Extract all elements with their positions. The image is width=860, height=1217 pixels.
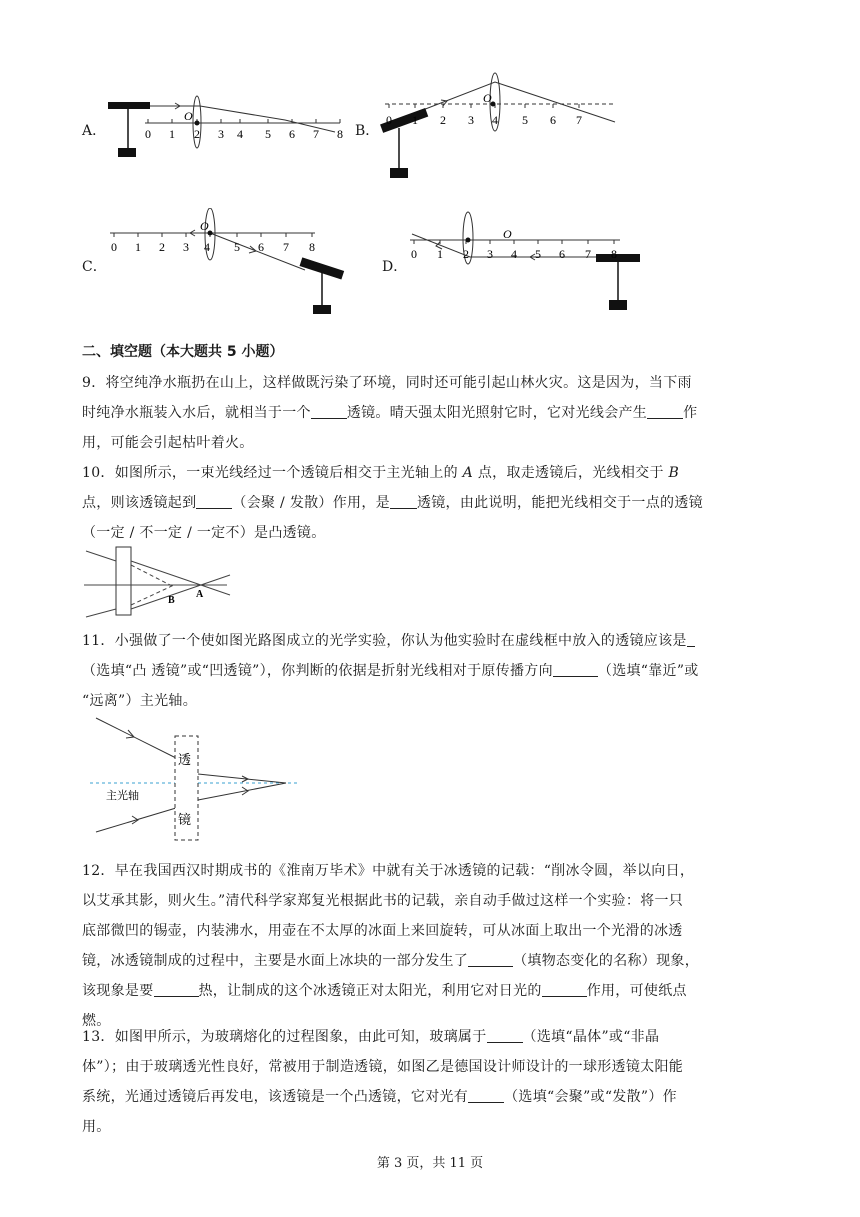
svg-text:7: 7 xyxy=(313,127,319,141)
question-9 xyxy=(82,368,742,458)
q11-axis-label: 主光轴 xyxy=(106,790,139,802)
q12-blank-1[interactable] xyxy=(468,952,513,967)
q12-line5: 该现象是要 热，让制成的这个冰透镜正对太阳光，利用它对日光的 作用，可使纸点 xyxy=(82,983,687,999)
q11-blank-2[interactable] xyxy=(553,662,598,677)
svg-text:O: O xyxy=(483,91,492,105)
q11-line3: “远离”）主光轴。 xyxy=(82,693,198,709)
svg-text:0: 0 xyxy=(111,240,117,254)
svg-text:7: 7 xyxy=(585,247,591,261)
svg-text:4: 4 xyxy=(511,247,517,261)
svg-text:4: 4 xyxy=(492,113,498,127)
q10-lens-box xyxy=(116,547,131,615)
svg-text:6: 6 xyxy=(559,247,565,261)
svg-text:5: 5 xyxy=(265,127,271,141)
svg-text:3: 3 xyxy=(487,247,493,261)
svg-text:5: 5 xyxy=(234,240,240,254)
svg-text:2: 2 xyxy=(194,127,200,141)
svg-text:O: O xyxy=(503,227,512,241)
page-footer: 第 3 页，共 11 页 xyxy=(376,1156,484,1171)
q9-blank-2[interactable] xyxy=(647,404,683,419)
q10-line1: 10．如图所示，一束光线经过一个透镜后相交于主光轴上的 A 点，取走透镜后，光线相交于 B xyxy=(82,465,680,481)
svg-text:0: 0 xyxy=(145,127,151,141)
q13-line3: 系统，光通过透镜后再发电，该透镜是一个凸透镜，它对光有 （选填“会聚”或“发散”）作 xyxy=(82,1089,677,1105)
q13-line1: 13．如图甲所示，为玻璃熔化的过程图象，由此可知，玻璃属于 （选填“晶体”或“非晶 xyxy=(82,1029,660,1045)
option-c-diagram xyxy=(100,208,360,318)
svg-text:0: 0 xyxy=(411,247,417,261)
section-heading: 二、填空题（本大题共 5 小题） xyxy=(82,344,284,360)
option-a-diagram xyxy=(100,90,360,165)
svg-text:A: A xyxy=(196,589,204,600)
option-d-diagram xyxy=(400,208,660,318)
svg-text:7: 7 xyxy=(283,240,289,254)
q12-blank-2[interactable] xyxy=(154,982,199,997)
q13-line2: 体”）；由于玻璃透光性良好，常被用于制造透镜，如图乙是德国设计师设计的一球形透镜太阳能 xyxy=(82,1059,684,1075)
q12-line4: 镜，冰透镜制成的过程中，主要是水面上冰块的一部分发生了 （填物态变化的名称）现象， xyxy=(82,953,700,969)
q9-blank-1[interactable] xyxy=(311,404,347,419)
svg-text:6: 6 xyxy=(289,127,295,141)
svg-text:8: 8 xyxy=(309,240,315,254)
q10-line2: 点，则该透镜起到 （会聚 / 发散）作用，是 透镜，由此说明，能把光线相交于一点的透镜 xyxy=(82,495,703,511)
svg-text:B: B xyxy=(168,595,175,606)
svg-text:5: 5 xyxy=(522,113,528,127)
svg-text:7: 7 xyxy=(576,113,582,127)
svg-text:1: 1 xyxy=(169,127,175,141)
svg-text:2: 2 xyxy=(463,247,469,261)
mirror-a xyxy=(108,102,150,109)
svg-text:4: 4 xyxy=(204,240,210,254)
question-11 xyxy=(82,626,742,716)
mirror-d xyxy=(596,254,640,262)
svg-text:6: 6 xyxy=(258,240,264,254)
svg-text:O: O xyxy=(200,219,209,233)
svg-text:8: 8 xyxy=(337,127,343,141)
question-12 xyxy=(82,856,742,1036)
q13-blank-1[interactable] xyxy=(487,1028,523,1043)
option-b-label: B． xyxy=(355,123,380,139)
q11-figure xyxy=(82,712,302,842)
svg-text:3: 3 xyxy=(183,240,189,254)
q9-line1: 9．将空纯净水瓶扔在山上，这样做既污染了环境，同时还可能引起山林火灾。这是因为，当下雨 xyxy=(82,375,692,391)
svg-text:6: 6 xyxy=(550,113,556,127)
q12-line6: 燃。 xyxy=(82,1013,111,1029)
q10-line3: （一定 / 不一定 / 一定不）是凸透镜。 xyxy=(82,525,326,541)
q11-box-text-bottom: 镜 xyxy=(178,812,192,827)
svg-text:2: 2 xyxy=(159,240,165,254)
option-b-diagram xyxy=(375,72,625,184)
q11-blank-1[interactable] xyxy=(687,632,695,647)
question-10 xyxy=(82,458,742,548)
svg-text:5: 5 xyxy=(535,247,541,261)
stand-base-a xyxy=(118,148,136,157)
svg-text:4: 4 xyxy=(237,127,243,141)
question-13 xyxy=(82,1022,742,1142)
q11-line2: （选填“凸 透镜”或“凹透镜”），你判断的依据是折射光线相对于原传播方向 （选填“靠近”或 xyxy=(82,663,699,679)
q13-blank-2[interactable] xyxy=(468,1088,504,1103)
q10-blank-1[interactable] xyxy=(196,494,232,509)
q12-blank-3[interactable] xyxy=(542,982,587,997)
svg-text:0: 0 xyxy=(386,113,392,127)
svg-text:1: 1 xyxy=(412,113,418,127)
q12-line1: 12．早在我国西汉时期成书的《淮南万毕术》中就有关于冰透镜的记载：“削冰令圆，举以向日， xyxy=(82,863,695,879)
svg-text:8: 8 xyxy=(611,247,617,261)
option-a-label: A． xyxy=(82,123,107,139)
svg-text:3: 3 xyxy=(468,113,474,127)
q10-blank-2[interactable] xyxy=(390,494,417,509)
svg-text:2: 2 xyxy=(440,113,446,127)
q13-line4: 用。 xyxy=(82,1119,111,1135)
svg-text:1: 1 xyxy=(437,247,443,261)
q12-line2: 以艾承其影，则火生。”清代科学家郑复光根据此书的记载，亲自动手做过这样一个实验：将一只 xyxy=(82,893,684,909)
q11-box-text-top: 透 xyxy=(178,752,192,767)
q9-line2: 时纯净水瓶装入水后，就相当于一个 透镜。晴天强太阳光照射它时，它对光线会产生 作 xyxy=(82,405,698,421)
q10-figure xyxy=(82,543,232,623)
svg-text:1: 1 xyxy=(135,240,141,254)
q9-line3: 用，可能会引起枯叶着火。 xyxy=(82,435,254,451)
svg-text:3: 3 xyxy=(218,127,224,141)
focal-o-a: O xyxy=(184,109,193,123)
q11-line1: 11．小强做了一个使如图光路图成立的光学实验，你认为他实验时在虚线框中放入的透镜应该是 xyxy=(82,626,742,656)
q12-line3: 底部微凹的锡壶，内装沸水，用壶在不太厚的冰面上来回旋转，可从冰面上取出一个光滑的冰透 xyxy=(82,923,683,939)
option-d-label: D． xyxy=(382,259,408,275)
option-c-label: C． xyxy=(82,259,107,275)
